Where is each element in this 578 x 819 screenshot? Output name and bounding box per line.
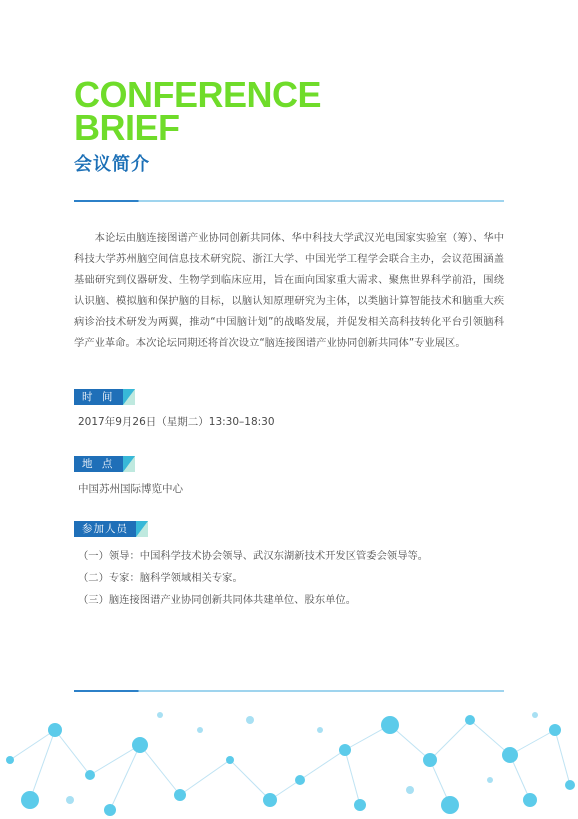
- time-label: 时 间: [74, 389, 123, 405]
- title-english: [74, 74, 322, 148]
- list-item: （三）脑连接图谱产业协同创新共同体共建单位、股东单位。: [78, 594, 357, 606]
- title-line-2: BRIEF: [74, 107, 180, 148]
- molecule-network-decoration: [0, 700, 578, 819]
- tag-arrow-icon: [123, 389, 135, 405]
- list-item: （二）专家：脑科学领域相关专家。: [78, 572, 243, 584]
- time-value: 2017年9月26日（星期二）13:30–18:30: [78, 416, 275, 428]
- attendees-label: 参加人员: [74, 521, 136, 537]
- title-line-1: CONFERENCE: [74, 74, 322, 115]
- top-divider: [74, 200, 504, 202]
- bottom-divider: [74, 690, 504, 692]
- tag-arrow-icon: [123, 456, 135, 472]
- title-chinese: 会议简介: [74, 154, 150, 175]
- intro-paragraph: 本论坛由脑连接图谱产业协同创新共同体、华中科技大学武汉光电国家实验室（筹）、华中科技大学苏州脑空间信息技术研究院、浙江大学、中国光学工程学会联合主办，会议范围涵盖基础研究到仪器研发、生物学到临床应用，旨在面向国家重大需求、聚焦世界科学前沿，围绕认识脑、模拟脑和保护脑的目标，以脑认知原理研究为主体，以类脑计算智能技术和脑重大疾病诊治技术研发为两翼，推动“中国脑计划”的战略发展，并促发相关高科技转化平台引领脑科学产业革命。本次论坛同期还将首次设立“脑连接图谱产业协同创新共同体”专业展区。: [74, 232, 504, 349]
- tag-arrow-icon: [136, 521, 148, 537]
- attendees-tag: [74, 521, 148, 537]
- venue-tag: [74, 456, 135, 472]
- venue-value: 中国苏州国际博览中心: [78, 483, 183, 495]
- venue-label: 地 点: [74, 456, 123, 472]
- time-tag: [74, 389, 135, 405]
- attendees-list: [78, 545, 428, 611]
- list-item: （一）领导：中国科学技术协会领导、武汉东湖新技术开发区管委会领导等。: [78, 550, 429, 562]
